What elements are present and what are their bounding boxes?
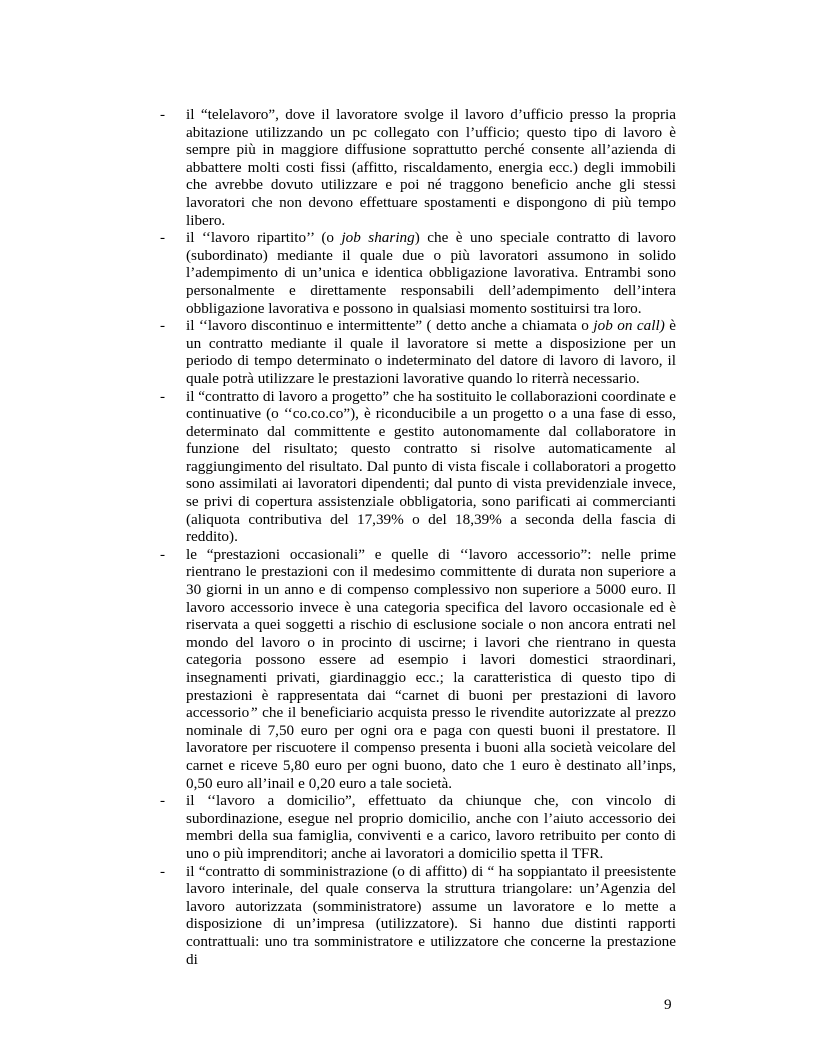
bullet-dash: - — [160, 317, 166, 335]
bullet-dash: - — [160, 387, 166, 405]
list-item-text: il ‘‘lavoro a domicilio”, effettuato da chiunque che, con vincolo di subordinazione, esegue nel proprio domicilio, anche con l’aiuto accessorio dei membri della sua famiglia, conviventi e a carico, lavoro retribuito per conto di uno o più imprenditori; anche ai lavoratori a domicilio spetta il TFR. — [186, 792, 676, 862]
italic-term: job sharing — [341, 229, 415, 247]
list-item-lavoro-a-domicilio — [160, 792, 676, 862]
italic-quote: ” — [249, 704, 258, 722]
work-contract-type-list — [160, 106, 676, 968]
bullet-dash: - — [160, 545, 166, 563]
list-item-somministrazione — [160, 863, 676, 969]
list-item-text: il ‘‘lavoro ripartito’’ (o job sharing) che è uno speciale contratto di lavoro (subordinato) mediante il quale due o più lavoratori assumono in solido l’adempimento di un’unica e identica obbligazione lavorativa. Entrambi sono personalmente e direttamente responsabili dell’adempimento dell’intera obbligazione lavorativa e possono in qualsiasi momento sostituirsi tra loro. — [186, 229, 677, 317]
bullet-dash: - — [160, 106, 166, 123]
bullet-dash: - — [160, 229, 166, 247]
list-item-lavoro-intermittente — [160, 317, 676, 387]
list-item-telelavoro — [160, 106, 676, 229]
list-item-lavoro-a-progetto — [160, 388, 676, 546]
italic-term: job on call) — [593, 317, 665, 335]
bullet-dash: - — [160, 792, 166, 810]
list-item-text: il “contratto di somministrazione (o di affitto) di “ ha soppiantato il preesistente lavoro interinale, del quale conserva la struttura triangolare: un’Agenzia del lavoro autorizzata (somministratore) assume un lavoratore e lo mette a disposizione di un’impresa (utilizzatore). Si hanno due distinti rapporti contrattuali: uno tra somministratore e utilizzatore che concerne la prestazione di — [186, 862, 676, 968]
page-number: 9 — [664, 996, 672, 1013]
list-item-text: il ‘‘lavoro discontinuo e intermittente” ( detto anche a chiamata o job on call) è un contratto mediante il quale il lavoratore si mette a disposizione per un periodo di tempo determinato o indeterminato del datore di lavoro di lavoro, il quale potrà utilizzare le prestazioni lavorative quando lo riterrà necessario. — [186, 317, 676, 387]
list-item-lavoro-ripartito — [160, 229, 676, 317]
list-item-text: il “contratto di lavoro a progetto” che ha sostituito le collaborazioni coordinate e continuative (o ‘‘co.co.co”), è riconducibile a un progetto o a una fase di esso, determinato dal committente e gestito autonomamente dal collaboratore in funzione del risultato; questo contratto si risolve automaticamente al raggiungimento del risultato. Dal punto di vista fiscale i collaboratori a progetto sono assimilati ai lavoratori dipendenti; dal punto di vista previdenziale invece, se privi di copertura assistenziale obbligatoria, sono parificati ai commercianti (aliquota contributiva del 17,39% o del 18,39% a seconda della fascia di reddito). — [186, 387, 676, 546]
list-item-text: il “telelavoro”, dove il lavoratore svolge il lavoro d’ufficio presso la propria abitazione utilizzando un pc collegato con l’ufficio; questo tipo di lavoro è sempre più in maggiore diffusione soprattutto perché consente all’azienda di abbattere molti costi fissi (affitto, riscaldamento, energia ecc.) degli immobili che avrebbe dovuto utilizzare e poi né traggono beneficio anche gli stessi lavoratori che non devono effettuare spostamenti e dispongono di più tempo libero. — [186, 106, 676, 229]
bullet-dash: - — [160, 862, 166, 880]
list-item-prestazioni-occasionali — [160, 546, 676, 792]
list-item-text: le “prestazioni occasionali” e quelle di ‘‘lavoro accessorio”: nelle prime rientrano le prestazioni con il medesimo committente di durata non superiore a 30 giorni in un anno e di compenso complessivo non superiore a 5000 euro. Il lavoro accessorio invece è una categoria specifica del lavoro occasionale ed è riservata a quei soggetti a rischio di esclusione sociale o non ancora entrati nel mondo del lavoro o in procinto di uscirne; i lavori che rientrano in questa categoria possono essere ad esempio i lavori domestici straordinari, insegnamenti privati, giardinaggio ecc.; la caratteristica di questo tipo di prestazioni è rappresentata dai “carnet di buoni per prestazioni di lavoro accessorio” che il beneficiario acquista presso le rivendite autorizzate al prezzo nominale di 7,50 euro per ogni ora e paga con questi buoni il prestatore. Il lavoratore per riscuotere il compenso presenta i buoni alla società veicolare del carnet e riceve 5,80 euro per ogni buono, dato che 1 euro è destinato all’inps, 0,50 euro all’inail e 0,20 euro a tale società. — [186, 545, 676, 792]
